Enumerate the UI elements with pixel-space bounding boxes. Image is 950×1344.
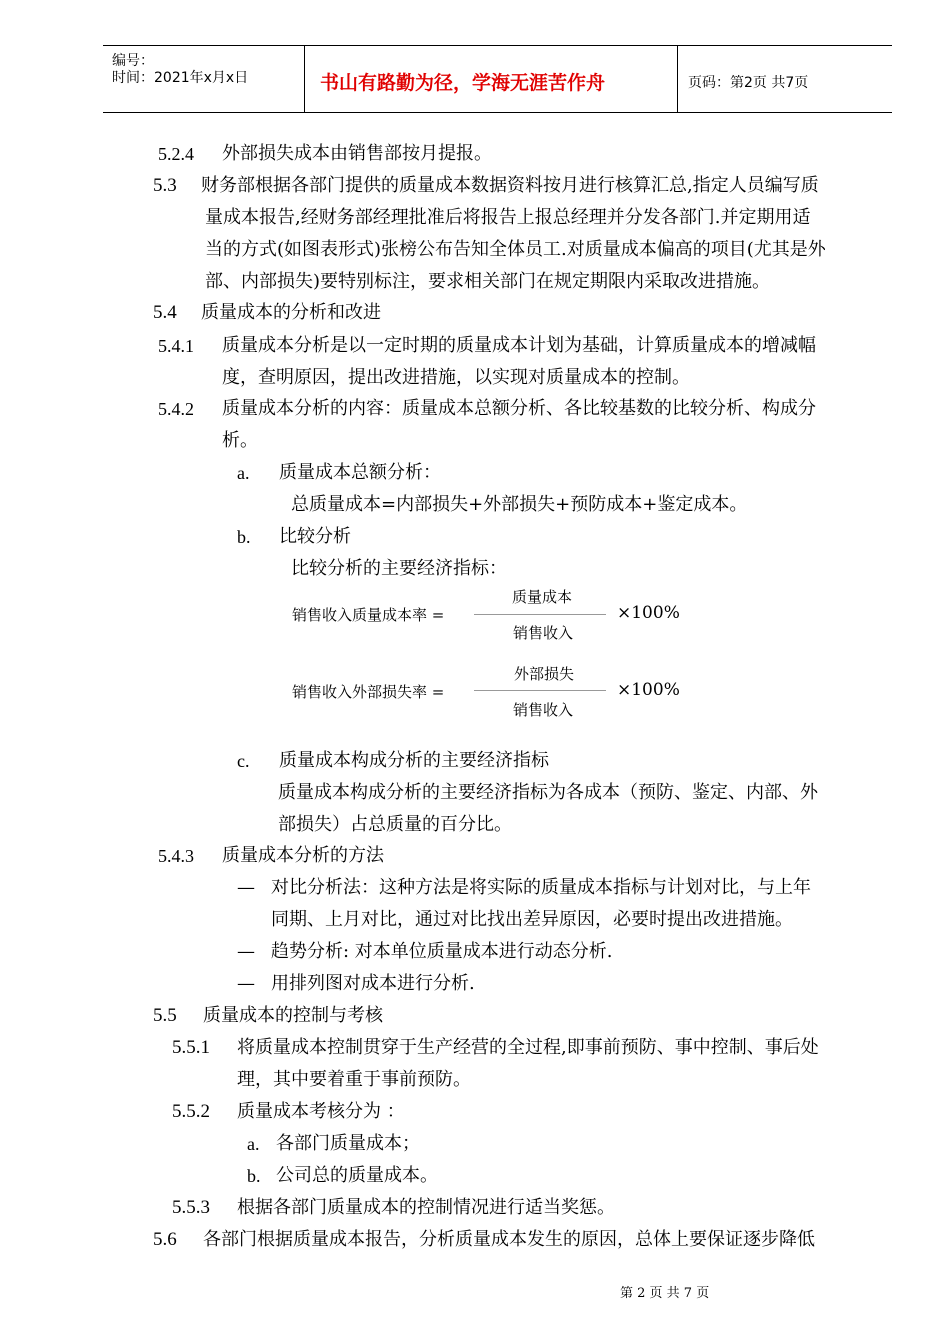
formula-multiplier: ×100% (617, 680, 680, 700)
section-number: 5.4.2 (158, 399, 194, 419)
section-line: 当的方式(如图表形式)张榜公布告知全体员工.对质量成本偏高的项目(尤其是外 (205, 239, 826, 260)
method-text: 同期、上月对比，通过对比找出差异原因，必要时提出改进措施。 (271, 909, 793, 930)
formula-text: 总质量成本=内部损失+外部损失+预防成本+鉴定成本。 (291, 494, 748, 515)
section-number: 5.5.2 (172, 1101, 210, 1122)
section-line: 质量成本分析的内容：质量成本总额分析、各比较基数的比较分析、构成分 (222, 398, 816, 419)
dash-marker: — (237, 941, 255, 962)
list-item-title: 质量成本总额分析： (279, 462, 441, 483)
section-line: 质量成本分析是以一定时期的质量成本计划为基础，计算质量成本的增减幅 (222, 335, 816, 356)
fraction-bar (474, 690, 606, 691)
section-heading: 质量成本分析的方法 (222, 845, 384, 866)
section-text: 根据各部门质量成本的控制情况进行适当奖惩。 (237, 1197, 615, 1218)
section-number: 5.4 (153, 302, 177, 323)
section-line: 将质量成本控制贯穿于生产经营的全过程,即事前预防、事中控制、事后处 (237, 1037, 819, 1058)
dash-marker: — (237, 877, 255, 898)
section-number: 5.3 (153, 175, 177, 196)
section-text: 各部门根据质量成本报告，分析质量成本发生的原因，总体上要保证逐步降低 (203, 1229, 815, 1250)
section-number: 5.6 (153, 1229, 177, 1250)
formula-denominator: 销售收入 (513, 624, 574, 642)
formula-multiplier: ×100% (617, 603, 680, 623)
section-line: 部、内部损失)要特别标注，要求相关部门在规定期限内采取改进措施。 (205, 271, 771, 292)
section-line: 财务部根据各部门提供的质量成本数据资料按月进行核算汇总,指定人员编写质 (201, 175, 819, 196)
section-heading: 质量成本的控制与考核 (203, 1005, 383, 1026)
page-footer: 第 2 页 共 7 页 (620, 1286, 710, 1301)
method-text: 趋势分析: 对本单位质量成本进行动态分析. (271, 941, 613, 962)
section-number: 5.4.1 (158, 336, 194, 356)
section-heading: 质量成本的分析和改进 (201, 302, 381, 323)
list-item-text: 比较分析的主要经济指标： (291, 558, 507, 579)
header-code-label: 编号： (112, 53, 154, 69)
list-item-text: 公司总的质量成本。 (276, 1165, 438, 1186)
formula-denominator: 销售收入 (513, 701, 574, 719)
list-marker: c. (237, 751, 250, 771)
list-item-text: 各部门质量成本； (276, 1133, 420, 1154)
fraction-bar (474, 614, 606, 615)
list-item-title: 质量成本构成分析的主要经济指标 (279, 750, 549, 771)
list-marker: a. (237, 463, 250, 483)
formula-label: 销售收入质量成本率 = (292, 606, 445, 624)
header-divider (677, 45, 678, 113)
header-time-label: 时间：2021年x月x日 (112, 70, 249, 86)
section-number: 5.4.3 (158, 846, 194, 866)
method-text: 用排列图对成本进行分析. (271, 973, 475, 994)
header-top-rule (103, 45, 892, 46)
section-line: 量成本报告,经财务部经理批准后将报告上报总经理并分发各部门.并定期用适 (205, 207, 811, 228)
header-divider (304, 45, 305, 113)
dash-marker: — (237, 973, 255, 994)
section-number: 5.5.3 (172, 1197, 210, 1218)
formula-numerator: 质量成本 (512, 588, 573, 606)
section-text: 外部损失成本由销售部按月提报。 (222, 143, 492, 164)
method-text: 对比分析法：这种方法是将实际的质量成本指标与计划对比，与上年 (271, 877, 811, 898)
section-number: 5.5 (153, 1005, 177, 1026)
list-marker: b. (247, 1166, 261, 1186)
header-motto: 书山有路勤为径，学海无涯苦作舟 (320, 72, 606, 94)
section-number: 5.5.1 (172, 1037, 210, 1058)
list-item-text: 质量成本构成分析的主要经济指标为各成本（预防、鉴定、内部、外 (278, 782, 818, 803)
list-marker: a. (247, 1134, 260, 1154)
formula-label: 销售收入外部损失率 = (292, 683, 445, 701)
section-line: 析。 (222, 430, 258, 451)
section-number: 5.2.4 (158, 144, 194, 164)
section-line: 理，其中要着重于事前预防。 (237, 1069, 471, 1090)
list-marker: b. (237, 527, 251, 547)
section-heading: 质量成本考核分为 ： (237, 1101, 405, 1122)
formula-numerator: 外部损失 (514, 665, 575, 683)
header-page-label: 页码：第2页 共7页 (688, 75, 809, 91)
list-item-title: 比较分析 (279, 526, 351, 547)
section-line: 度，查明原因，提出改进措施，以实现对质量成本的控制。 (222, 367, 690, 388)
header-bottom-rule (103, 112, 892, 113)
list-item-text: 部损失）占总质量的百分比。 (278, 814, 512, 835)
